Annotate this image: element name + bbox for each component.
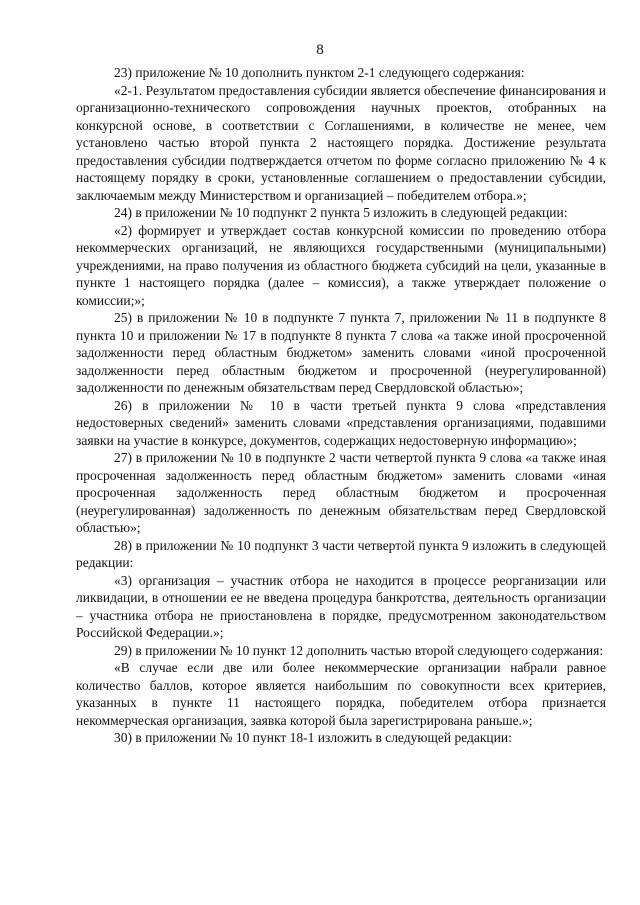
paragraph-23: 23) приложение № 10 дополнить пунктом 2-1 следующего содержания: [114, 65, 525, 80]
paragraph-29-quote: «В случае если две или более некоммерческие организации набрали равное количество баллов, которое является наибольшим по совокупности всех критериев, указанных в пункте 11 настоящего порядка, победителем отбора признается некоммерческая организация, заявка которой была зарегистрирована раньше.»; [76, 660, 606, 728]
paragraph-24: 24) в приложении № 10 подпункт 2 пункта 5 изложить в следующей редакции: [114, 205, 568, 220]
page-number: 8 [316, 42, 324, 58]
paragraph-28-quote: «3) организация – участник отбора не находится в процессе реорганизации или ликвидации, в отношении ее не введена процедура банкротства, деятельность организации – участника отбора не приостановлена в порядке, предусмотренном законодательством Российской Федерации.»; [76, 572, 606, 640]
paragraph-23-quote: «2-1. Результатом предоставления субсидии является обеспечение финансирования и организационно-технического сопровождения научных проектов, отобранных на конкурсной основе, в соответствии с Соглашениями, в количестве не менее, чем установлено частью второй пункта 2 настоящего порядка. Достижение результата предоставления субсидии подтверждается отчетом по форме согласно приложению № 4 к настоящему порядку в сроки, установленные соглашением о предоставлении субсидии, заключаемым между Министерством и организацией – победителем отбора.»; [76, 82, 606, 203]
paragraph-30: 30) в приложении № 10 пункт 18-1 изложить в следующей редакции: [114, 730, 512, 745]
paragraph-25: 25) в приложении № 10 в подпункте 7 пункта 7, приложении № 11 в подпункте 8 пункта 10 и приложении № 17 в подпункте 8 пункта 7 слова «а также иной просроченной задолженности перед областным бюджетом» заменить словами «иной просроченной задолженности перед областным бюджетом и просроченной (неурегулированной) задолженности по денежным обязательствам перед Свердловской областью»; [76, 310, 606, 395]
paragraph-27: 27) в приложении № 10 в подпункте 2 части четвертой пункта 9 слова «а также иная просроченная задолженность перед областным бюджетом» заменить словами «иная просроченная задолженность перед областным бюджетом и просроченная (неурегулированная) задолженность по денежным обязательствам перед Свердловской областью»; [76, 450, 606, 535]
document-body [76, 64, 606, 747]
paragraph-29: 29) в приложении № 10 пункт 12 дополнить частью второй следующего содержания: [114, 642, 604, 658]
paragraph-24-quote: «2) формирует и утверждает состав конкурсной комиссии по проведению отбора некоммерческих организаций, не являющихся государственными (муниципальными) учреждениями, на право получения из областного бюджета субсидий на цели, указанные в пункте 1 настоящего порядка (далее – комиссия), а также утверждает положение о комиссии;»; [76, 222, 606, 308]
paragraph-26: 26) в приложении № 10 в части третьей пункта 9 слова «представления недостоверных сведений» заменить словами «представления организациями, подавшими заявки на участие в конкурсе, документов, содержащих недостоверную информацию»; [76, 397, 606, 448]
paragraph-28: 28) в приложении № 10 подпункт 3 части четвертой пункта 9 изложить в следующей редакции: [76, 537, 606, 570]
